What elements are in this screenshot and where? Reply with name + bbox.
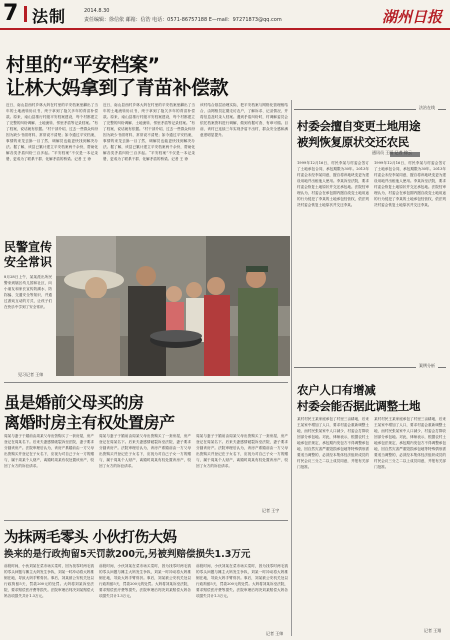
story4-tag xyxy=(294,104,446,114)
story4-author: 通讯员 王丽 记者 徐云 xyxy=(372,150,412,155)
sidebar-body: 8月28日上午，某某派出所民警来到辖区幼儿园和社区，向小朋友和家长宣传防溺水、防拐骗、交通安全等知识，并通过游戏互动的方式，让孩子们在快乐中学到了安全常识。 xyxy=(4,275,52,309)
lead-headline-line2: 让林大妈拿到了青苗补偿款 xyxy=(6,77,229,99)
story3-title: 为抹两毛零头 小伙打伤大妈 xyxy=(4,530,177,546)
story2-body-col2: 周某与妻子于婚前由周某父母出资购买了一套房屋，房产登记在周某名下。后来夫妻感情破裂诉至法院，妻子要求分割该房产。法院审理后认为，该房产系婚前由一方父母出资购买并登记在子女名下，应视为对自己子女一方的赠与，属于周某个人财产，离婚时周某有权处置该房产，驳回了女方的诉讼请求。 xyxy=(99,434,191,468)
lead-photo xyxy=(56,236,290,376)
story2-title-line1: 虽是婚前父母买的房 xyxy=(4,393,144,412)
story5-tag-label: 案例分析 xyxy=(416,363,438,369)
lead-body-col1: 近日，南山县西村乡林大妈在村里的平安档案里翻出了当年的土地流转协议书，终于拿到了拖欠多年的青苗补偿款。原来，南山县推行村级平安档案建设，每个村都建立了完整的纠纷调解、土地流转、邻里矛盾等记录档案。“有了档案，说话就有依据。”村干部介绍，过去一些群众纠纷因为缺少书面材料，常常说不清楚；如今通过平安档案，事情的来龙去脉一目了然，调解员也能更快找到解决办法。据了解，该县已累计建立平安档案两千余份，帮助化解各类矛盾纠纷三百多起。“平安档案”不仅是一本记录册，更成为了联系干群、化解矛盾的桥梁。记者 王 徐 xyxy=(6,103,98,161)
lead-headline-line1: 村里的“平安档案” xyxy=(6,54,160,76)
story3-author: 记者 王帅 xyxy=(266,631,284,636)
story3-body-col3: 前段时间，小伙刘某在菜市场买菜时，因为找零时两毛钱的零头问题与摊主大妈发生争执，刘某一时冲动将大妈推倒在地，导致大妈手臂骨折。事后，刘某被公安机关处以行政拘留5天，罚款200元的处罚。大妈将刘某诉至法院，要求赔偿医疗费等损失。法院审理后判决刘某赔偿大妈各项损失共计1.3万元。 xyxy=(196,564,288,598)
masthead xyxy=(0,0,450,30)
page-number: 7 xyxy=(3,1,19,26)
issue-date: 2014.8.30 xyxy=(84,8,110,14)
story3-body-col2: 前段时间，小伙刘某在菜市场买菜时，因为找零时两毛钱的零头问题与摊主大妈发生争执，刘某一时冲动将大妈推倒在地，导致大妈手臂骨折。事后，刘某被公安机关处以行政拘留5天，罚款200元的处罚。大妈将刘某诉至法院，要求赔偿医疗费等损失。法院审理后判决刘某赔偿大妈各项损失共计1.3万元。 xyxy=(99,564,191,598)
story2-title-line2: 离婚时房主有权处置房产 xyxy=(4,413,175,432)
story4-body-col2: 1999年12月16日，村民李某与村委会签订了土地承包合同，承包期限为30年。2013年村委会未经李某同意，擅自将该地块变更为建设用地并出租他人使用。李某诉至法院，要求村委会恢复土地原状并交还承包地。法院经审理认为，村委会在承包期内擅自改变土地用途的行为侵犯了李某的土地承包经营权，依法判决村委会恢复土地原状并交还李某。 xyxy=(374,161,446,207)
sidebar-author: 见习记者 王帅 xyxy=(18,372,44,377)
lead-body-col2: 近日，南山县西村乡林大妈在村里的平安档案里翻出了当年的土地流转协议书，终于拿到了拖欠多年的青苗补偿款。原来，南山县推行村级平安档案建设，每个村都建立了完整的纠纷调解、土地流转、邻里矛盾等记录档案。“有了档案，说话就有依据。”村干部介绍，过去一些群众纠纷因为缺少书面材料，常常说不清楚；如今通过平安档案，事情的来龙去脉一目了然，调解员也能更快找到解决办法。据了解，该县已累计建立平安档案两千余份，帮助化解各类矛盾纠纷三百多起。“平安档案”不仅是一本记录册，更成为了联系干群、化解矛盾的桥梁。记者 王 徐 xyxy=(103,103,195,161)
editor-info: 责任编辑：徐信依 邮箱：信浩 电话：0571-86757188 E—mail：97271873@qq.com xyxy=(84,17,282,23)
column-divider xyxy=(291,100,292,636)
story5-body-col2: 某村村民王某家庭承包了村里三亩耕地，后来王某家中增加了人口，要求村委会重新调整土地，而村民张某家中人口减少，村委会打算收回部分承包地。对此，律师表示，根据农村土地承包法规定，承包期内发包方不得调整承包地，因自然灾害严重毁损承包地等特殊情形需要适当调整的，必须经本集体经济组织成员的村民会议三分之二以上成员同意，并报有关部门批准。 xyxy=(374,417,446,469)
lead-body-col3: 该村结合基层治理实际，把平安档案与网格化管理相结合，由网格员定期走访农户，了解诉求、记录情况，并将信息及时录入档案。遇到矛盾纠纷时，村调解委员会依托档案资料进行调解，做到有据可查、有章可循。目前，该村已连续三年实现矛盾不出村，群众安全感和满意度明显提升。 xyxy=(200,103,288,137)
story4-title-line2: 被判恢复原状交还农民 xyxy=(297,135,409,149)
story-divider xyxy=(4,520,288,521)
story2-author: 记者 王宇 xyxy=(262,508,280,513)
story5-title-line1: 农户人口有增减 xyxy=(297,383,376,397)
story2-body-col3: 周某与妻子于婚前由周某父母出资购买了一套房屋，房产登记在周某名下。后来夫妻感情破裂诉至法院，妻子要求分割该房产。法院审理后认为，该房产系婚前由一方父母出资购买并登记在子女名下，应视为对自己子女一方的赠与，属于周某个人财产，离婚时周某有权处置该房产，驳回了女方的诉讼请求。 xyxy=(196,434,288,468)
story4-body-col1: 1999年12月16日，村民李某与村委会签订了土地承包合同，承包期限为30年。2013年村委会未经李某同意，擅自将该地块变更为建设用地并出租他人使用。李某诉至法院，要求村委会恢复土地原状并交还承包地。法院经审理认为，村委会在承包期内擅自改变土地用途的行为侵犯了李某的土地承包经营权，依法判决村委会恢复土地原状并交还李某。 xyxy=(297,161,369,207)
sidebar-heading-line2: 安全常识 xyxy=(4,255,53,269)
story5-author: 记者 王翔 xyxy=(424,628,442,633)
story2-body-col1: 周某与妻子于婚前由周某父母出资购买了一套房屋，房产登记在周某名下。后来夫妻感情破裂诉至法院，妻子要求分割该房产。法院审理后认为，该房产系婚前由一方父母出资购买并登记在子女名下，应视为对自己子女一方的赠与，属于周某个人财产，离婚时周某有权处置该房产，驳回了女方的诉讼请求。 xyxy=(4,434,94,468)
story-divider xyxy=(4,382,288,383)
sidebar-heading-line1: 民警宣传 xyxy=(4,240,53,254)
story5-body-col1: 某村村民王某家庭承包了村里三亩耕地，后来王某家中增加了人口，要求村委会重新调整土地，而村民张某家中人口减少，村委会打算收回部分承包地。对此，律师表示，根据农村土地承包法规定，承包期内发包方不得调整承包地，因自然灾害严重毁损承包地等特殊情形需要适当调整的，必须经本集体经济组织成员的村民会议三分之二以上成员同意，并报有关部门批准。 xyxy=(297,417,369,469)
story5-title-line2: 村委会能否据此调整土地 xyxy=(297,399,421,413)
section-marker xyxy=(24,6,27,22)
newspaper-logo: 湖州日报 xyxy=(381,8,442,26)
section-name: 法制 xyxy=(32,7,67,26)
story4-title-line1: 村委会擅自变更土地用途 xyxy=(297,119,421,133)
story5-tag xyxy=(294,362,446,372)
story3-body-col1: 前段时间，小伙刘某在菜市场买菜时，因为找零时两毛钱的零头问题与摊主大妈发生争执，刘某一时冲动将大妈推倒在地，导致大妈手臂骨折。事后，刘某被公安机关处以行政拘留5天，罚款200元的处罚。大妈将刘某诉至法院，要求赔偿医疗费等损失。法院审理后判决刘某赔偿大妈各项损失共计1.3万元。 xyxy=(4,564,94,598)
lead-photo-image xyxy=(56,236,290,376)
story3-subtitle: 换来的是行政拘留5天罚款200元,另被判赔偿损失1.3万元 xyxy=(4,549,251,560)
story4-tag-label: 法治在线 xyxy=(416,105,438,111)
